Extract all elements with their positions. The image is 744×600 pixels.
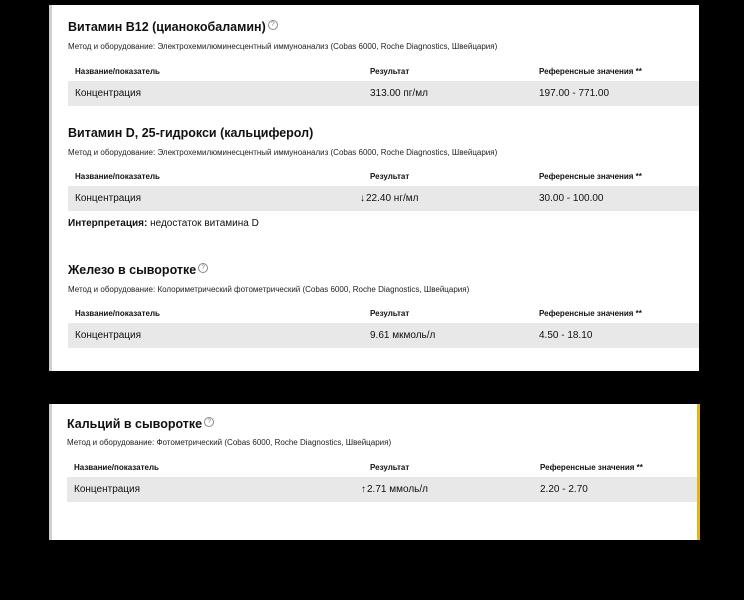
column-name-header: Название/показатель: [74, 463, 159, 472]
row-result-value: 2.71 ммоль/л: [367, 484, 428, 495]
help-icon[interactable]: ?: [198, 263, 208, 273]
help-icon[interactable]: ?: [268, 20, 278, 30]
table-header: [68, 308, 699, 320]
row-result-value: 22.40 нг/мл: [366, 193, 419, 204]
test-title-calcium: [67, 417, 214, 431]
row-reference: 30.00 - 100.00: [539, 193, 604, 204]
test-title-text: Кальций в сыворотке: [67, 417, 203, 431]
row-name: Концентрация: [75, 330, 142, 341]
column-reference-header: Референсные значения **: [539, 172, 642, 181]
row-name: Концентрация: [75, 193, 142, 204]
arrow-down-icon: ↓: [360, 193, 365, 204]
column-reference-header: Референсные значения **: [540, 463, 643, 472]
results-card-2: [49, 404, 700, 540]
interpretation-value: недостаток витамина D: [150, 218, 259, 229]
test-title-text: Железо в сыворотке: [68, 263, 197, 277]
test-method: Метод и оборудование: Фотометрический (Cobas 6000, Roche Diagnostics, Швейцария): [67, 438, 392, 447]
column-reference-header: Референсные значения **: [539, 309, 642, 318]
test-method: Метод и оборудование: Электрохемилюминесцентный иммуноанализ (Cobas 6000, Roche Diagnostics, Швейцария): [68, 42, 498, 51]
row-name: Концентрация: [75, 88, 142, 99]
table-row: [68, 186, 699, 211]
table-header: [68, 171, 699, 183]
column-result-header: Результат: [370, 67, 410, 76]
test-title-iron: [68, 263, 208, 277]
column-name-header: Название/показатель: [75, 309, 160, 318]
interpretation-label: Интерпретация:: [68, 218, 148, 229]
row-name: Концентрация: [74, 484, 141, 495]
test-method: Метод и оборудование: Колориметрический фотометрический (Cobas 6000, Roche Diagnostics, Швейцария): [68, 285, 470, 294]
test-title-b12: [68, 20, 278, 34]
test-title-text: Витамин D, 25-гидрокси (кальциферол): [68, 126, 314, 140]
test-title-vitamin-d: [68, 126, 313, 140]
test-title-text: Витамин B12 (цианокобаламин): [68, 20, 266, 34]
column-result-header: Результат: [370, 463, 410, 472]
column-reference-header: Референсные значения **: [539, 67, 642, 76]
row-result: [361, 477, 428, 502]
column-name-header: Название/показатель: [75, 172, 160, 181]
arrow-up-icon: ↑: [361, 484, 366, 495]
interpretation: [68, 218, 259, 229]
row-reference: 2.20 - 2.70: [540, 484, 588, 495]
row-result: [360, 186, 418, 211]
table-header: [68, 66, 699, 78]
table-header: [67, 462, 697, 474]
test-method: Метод и оборудование: Электрохемилюминесцентный иммуноанализ (Cobas 6000, Roche Diagnostics, Швейцария): [68, 148, 498, 157]
row-reference: 4.50 - 18.10: [539, 330, 593, 341]
row-result: 313.00 пг/мл: [370, 88, 428, 99]
table-row: [68, 323, 699, 348]
row-result: 9.61 мкмоль/л: [370, 330, 436, 341]
column-name-header: Название/показатель: [75, 67, 160, 76]
results-card-1: [49, 5, 699, 371]
row-reference: 197.00 - 771.00: [539, 88, 610, 99]
table-row: [68, 81, 699, 106]
column-result-header: Результат: [370, 172, 410, 181]
help-icon[interactable]: ?: [204, 417, 214, 427]
table-row: [67, 477, 697, 502]
column-result-header: Результат: [370, 309, 410, 318]
